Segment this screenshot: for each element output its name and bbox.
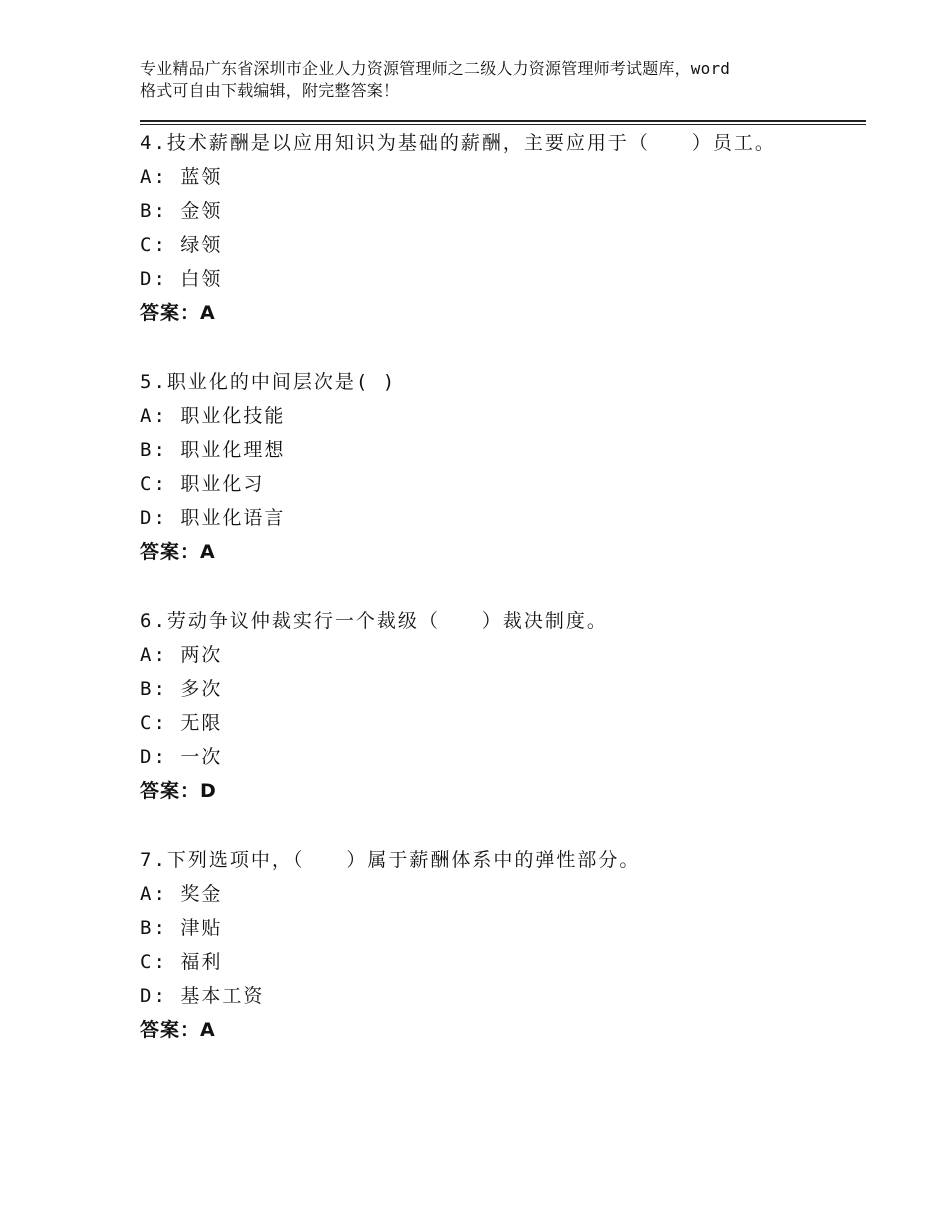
option-d: D: 白领 (140, 268, 223, 290)
answer-line: 答案：A (140, 541, 216, 563)
option-a: A: 蓝领 (140, 166, 223, 188)
option-b: B: 职业化理想 (140, 439, 286, 461)
option-b: B: 金领 (140, 200, 223, 222)
option-d: D: 职业化语言 (140, 507, 286, 529)
option-b: B: 多次 (140, 678, 223, 700)
option-c: C: 职业化习 (140, 473, 265, 495)
answer-line: 答案：A (140, 302, 216, 324)
option-a: A: 奖金 (140, 883, 223, 905)
question-text: 4.技术薪酬是以应用知识为基础的薪酬，主要应用于（ ）员工。 (140, 132, 776, 154)
question-text: 7.下列选项中，（ ）属于薪酬体系中的弹性部分。 (140, 849, 641, 871)
header-divider-thin (140, 124, 866, 125)
option-c: C: 福利 (140, 951, 223, 973)
header-line-1: 专业精品广东省深圳市企业人力资源管理师之二级人力资源管理师考试题库，word (140, 59, 731, 78)
option-d: D: 基本工资 (140, 985, 265, 1007)
question-block (140, 365, 860, 569)
question-text: 5.职业化的中间层次是( ) (140, 371, 397, 393)
option-b: B: 津贴 (140, 917, 223, 939)
header-line-2: 格式可自由下载编辑，附完整答案！ (140, 81, 400, 100)
question-block (140, 604, 860, 808)
question-text: 6.劳动争议仲裁实行一个裁级（ ）裁决制度。 (140, 610, 608, 632)
answer-line: 答案：D (140, 780, 217, 802)
answer-line: 答案：A (140, 1019, 216, 1041)
option-c: C: 绿领 (140, 234, 223, 256)
option-a: A: 两次 (140, 644, 223, 666)
option-a: A: 职业化技能 (140, 405, 286, 427)
option-d: D: 一次 (140, 746, 223, 768)
question-block (140, 126, 860, 330)
question-block (140, 843, 860, 1047)
document-header (140, 58, 840, 102)
header-divider-thick (140, 120, 866, 122)
option-c: C: 无限 (140, 712, 223, 734)
